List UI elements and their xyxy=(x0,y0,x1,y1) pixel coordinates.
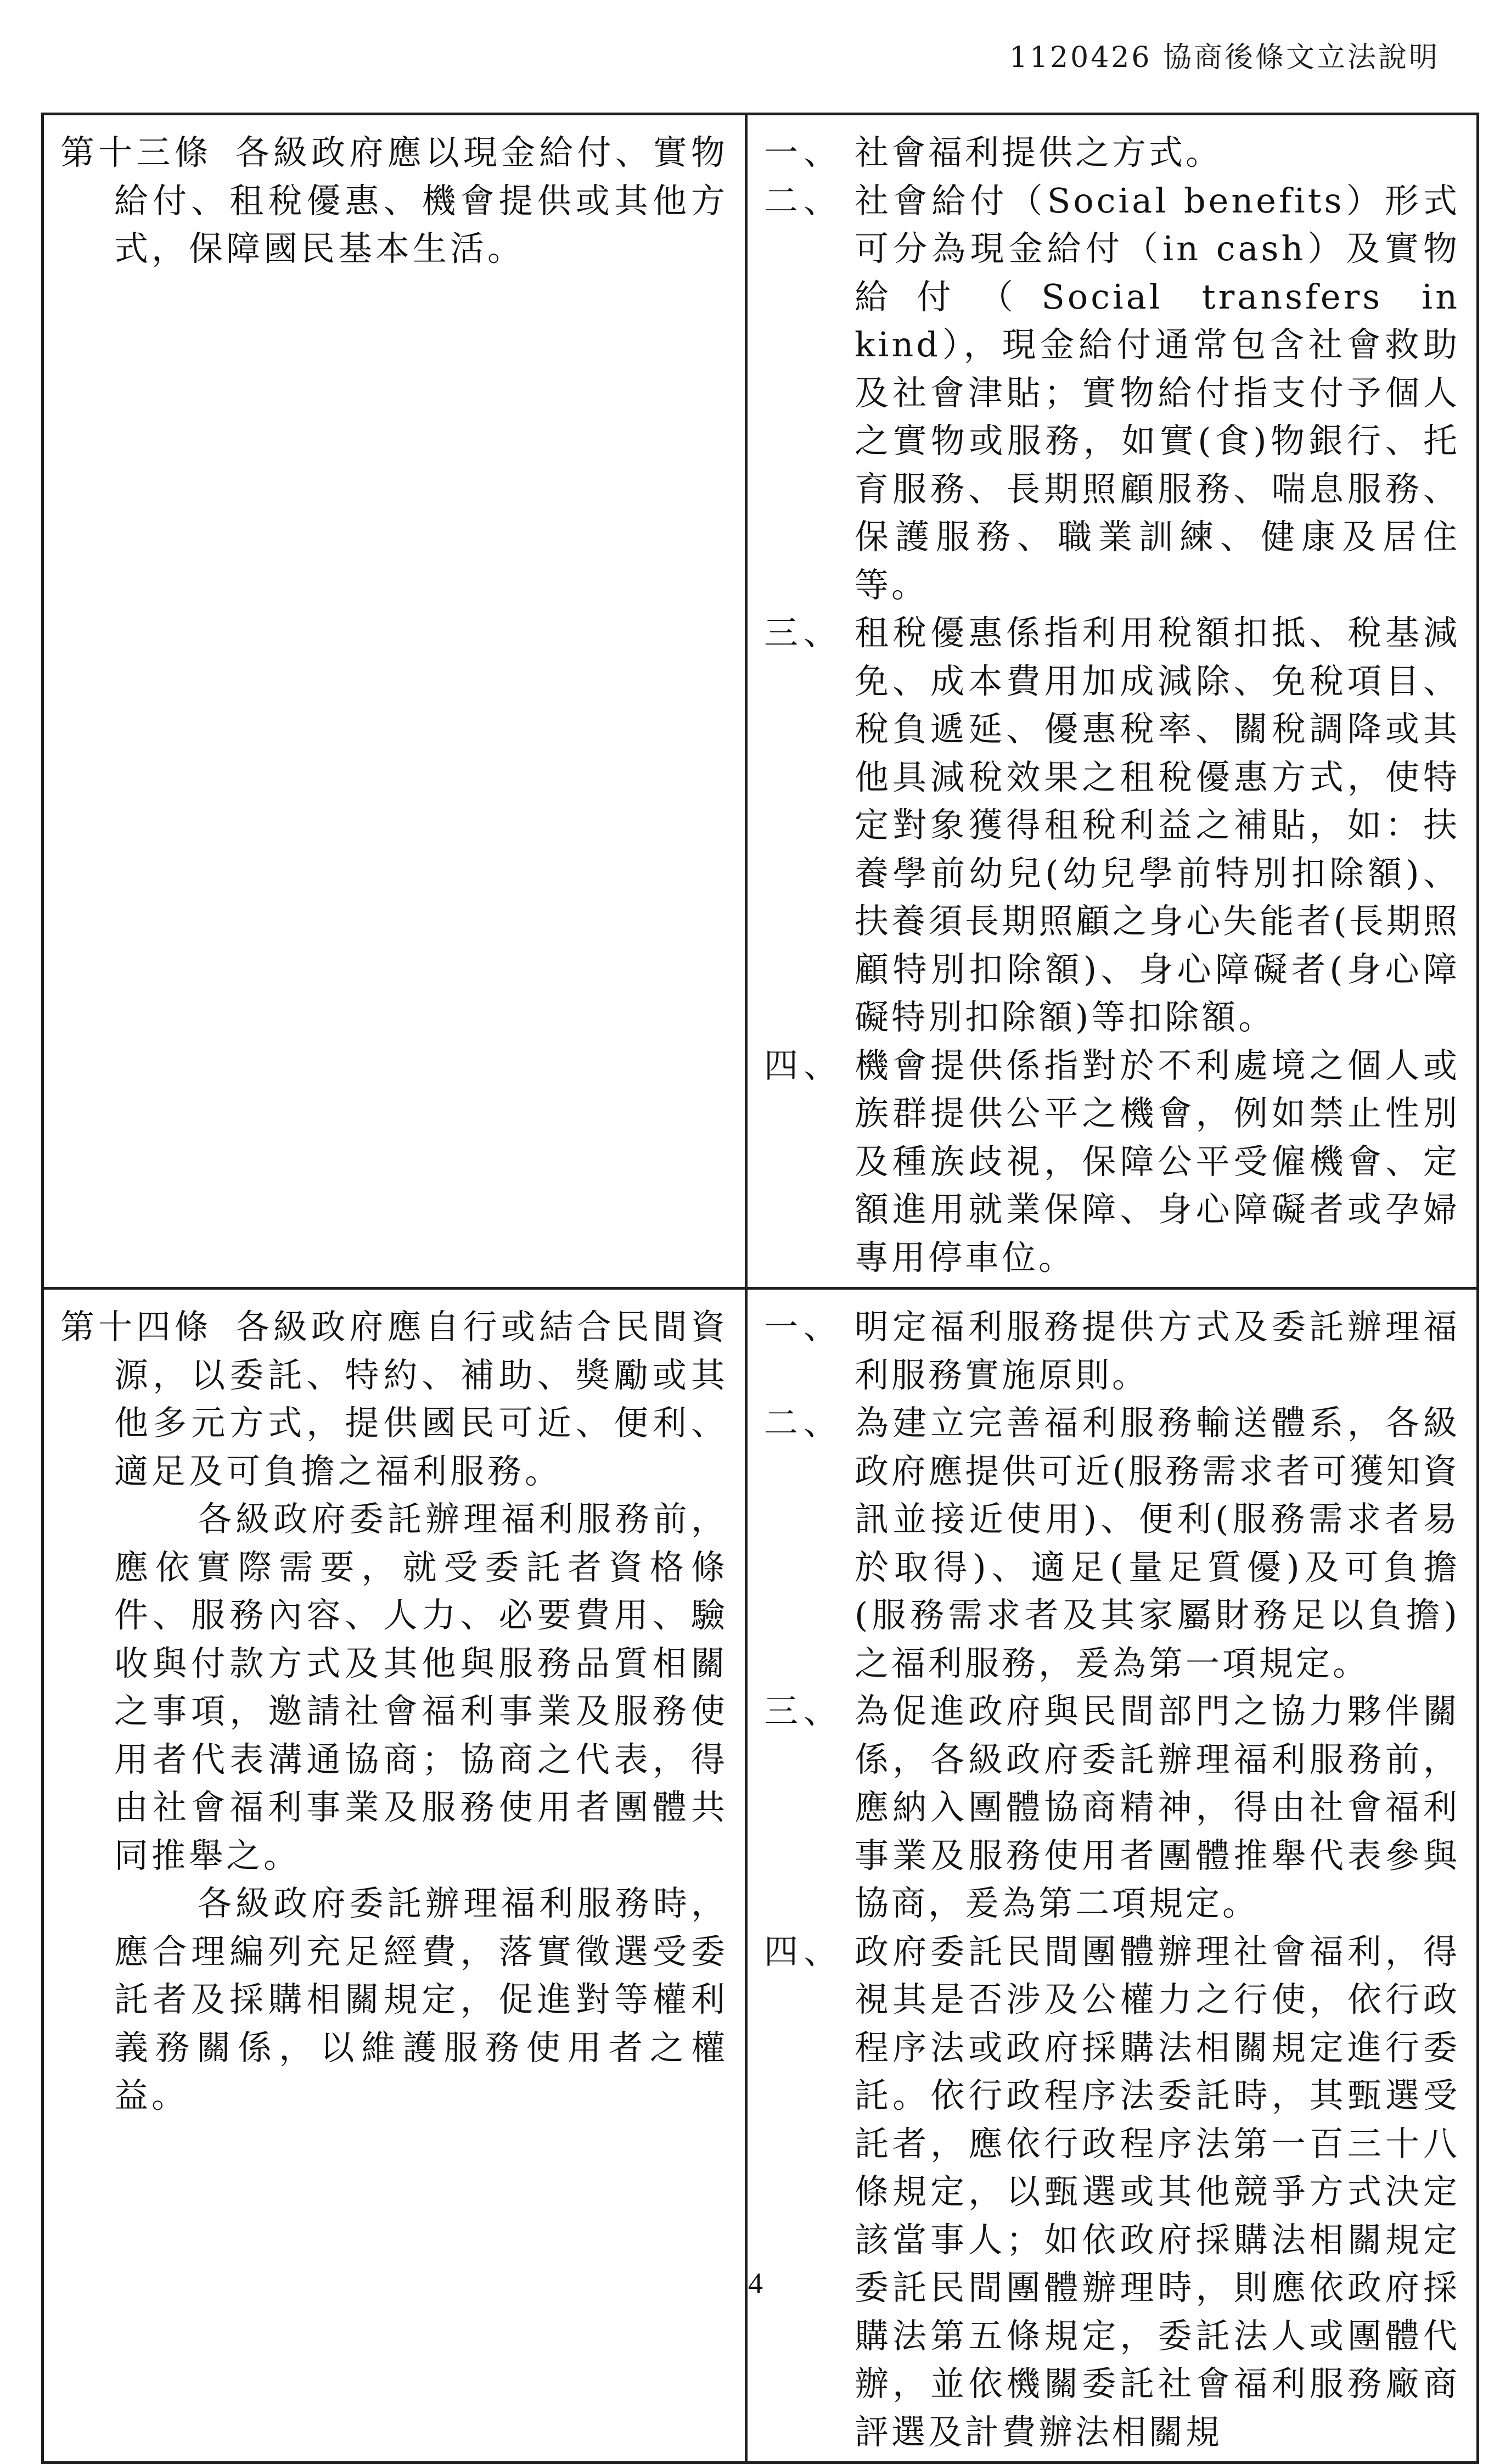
item-number: 一、 xyxy=(764,1307,844,1347)
item-text: 機會提供係指對於不利處境之個人或族群提供公平之機會，例如禁止性別及種族歧視，保障公平受僱機會、定額進用就業保障、身心障礙者或孕婦專用停車位。 xyxy=(855,1045,1460,1278)
article-14-paragraph-2: 各級政府委託辦理福利服務前，應依實際需要，就受委託者資格條件、服務內容、人力、必要費用、驗收與付款方式及其他與服務品質相關之事項，邀請社會福利事業及服務使用者代表溝通協商；協商之代表，得由社會福利事業及服務使用者團體共同推舉之。 xyxy=(114,1499,728,1875)
article-13-explanation-item-1 xyxy=(764,128,1460,177)
item-number: 四、 xyxy=(764,1045,844,1085)
item-number: 三、 xyxy=(764,613,844,653)
article-14-paragraph-3: 各級政府委託辦理福利服務時，應合理編列充足經費，落實徵選受委託者及採購相關規定，促進對等權利義務關係，以維護服務使用者之權益。 xyxy=(114,1883,728,2115)
article-14-paragraph-1 xyxy=(60,1303,728,1495)
item-text: 為促進政府與民間部門之協力夥伴關係，各級政府委託辦理福利服務前，應納入團體協商精神，得由社會福利事業及服務使用者團體推舉代表參與協商，爰為第二項規定。 xyxy=(855,1691,1460,1923)
article-13-explanation-cell xyxy=(746,114,1478,1289)
item-text: 明定福利服務提供方式及委託辦理福利服務實施原則。 xyxy=(855,1307,1460,1395)
item-number: 四、 xyxy=(764,1931,844,1972)
page-number: 4 xyxy=(748,2267,763,2300)
article-13-explanation-item-3 xyxy=(764,609,1460,1041)
legislation-comparison-table xyxy=(41,113,1479,2464)
article-14-heading: 第十四條 xyxy=(60,1307,212,1347)
article-13-paragraph-1-text: 各級政府應以現金給付、實物給付、租稅優惠、機會提供或其他方式，保障國民基本生活。 xyxy=(114,132,728,268)
article-14-paragraph-1-text: 各級政府應自行或結合民間資源，以委託、特約、補助、獎勵或其他多元方式，提供國民可近、便利、適足及可負擔之福利服務。 xyxy=(114,1307,728,1491)
article-13-paragraph-1 xyxy=(60,128,728,273)
article-14-explanation-item-2 xyxy=(764,1399,1460,1687)
article-14-explanation-item-1 xyxy=(764,1303,1460,1399)
item-text: 政府委託民間團體辦理社會福利，得視其是否涉及公權力之行使，依行政程序法或政府採購法相關規定進行委託。依行政程序法委託時，其甄選受託者，應依行政程序法第一百三十八條規定，以甄選或其他競爭方式決定該當事人；如依政府採購法相關規定委託民間團體辦理時，則應依政府採購法第五條規定，委託法人或團體代辦，並依機關委託社會福利服務廠商評選及計費辦法相關規 xyxy=(855,1931,1460,2452)
item-text: 為建立完善福利服務輸送體系，各級政府應提供可近(服務需求者可獲知資訊並接近使用)、便利(服務需求者易於取得)、適足(量足質優)及可負擔(服務需求者及其家屬財務足以負擔)之福利服務，爰為第一項規定。 xyxy=(855,1403,1460,1683)
item-text: 社會福利提供之方式。 xyxy=(855,132,1223,172)
item-text: 租稅優惠係指利用稅額扣抵、稅基減免、成本費用加成減除、免稅項目、稅負遞延、優惠稅率、關稅調降或其他具減稅效果之租稅優惠方式，使特定對象獲得租稅利益之補貼，如：扶養學前幼兒(幼兒學前特別扣除額)、扶養須長期照顧之身心失能者(長期照顧特別扣除額)、身心障礙者(身心障礙特別扣除額)等扣除額。 xyxy=(855,613,1460,1037)
item-number: 二、 xyxy=(764,1403,844,1443)
item-number: 三、 xyxy=(764,1691,844,1731)
article-14-explanation-item-4 xyxy=(764,1928,1460,2456)
article-13-text-cell xyxy=(43,114,746,1289)
item-text: 社會給付（Social benefits）形式可分為現金給付（in cash）及實物給付（Social transfers in kind），現金給付通常包含社會救助及社會津貼；實物給付指支付予個人之實物或服務，如實(食)物銀行、托育服務、長期照顧服務、喘息服務、保護服務、職業訓練、健康及居住等。 xyxy=(855,180,1460,605)
article-13-explanation-item-2 xyxy=(764,177,1460,609)
article-13-heading: 第十三條 xyxy=(60,132,212,172)
article-14-explanation-item-3 xyxy=(764,1687,1460,1928)
document-header: 1120426 協商後條文立法說明 xyxy=(1009,41,1440,74)
table-row-article-13 xyxy=(43,114,1478,1289)
article-13-explanation-item-4 xyxy=(764,1041,1460,1282)
item-number: 二、 xyxy=(764,180,844,221)
item-number: 一、 xyxy=(764,132,844,172)
